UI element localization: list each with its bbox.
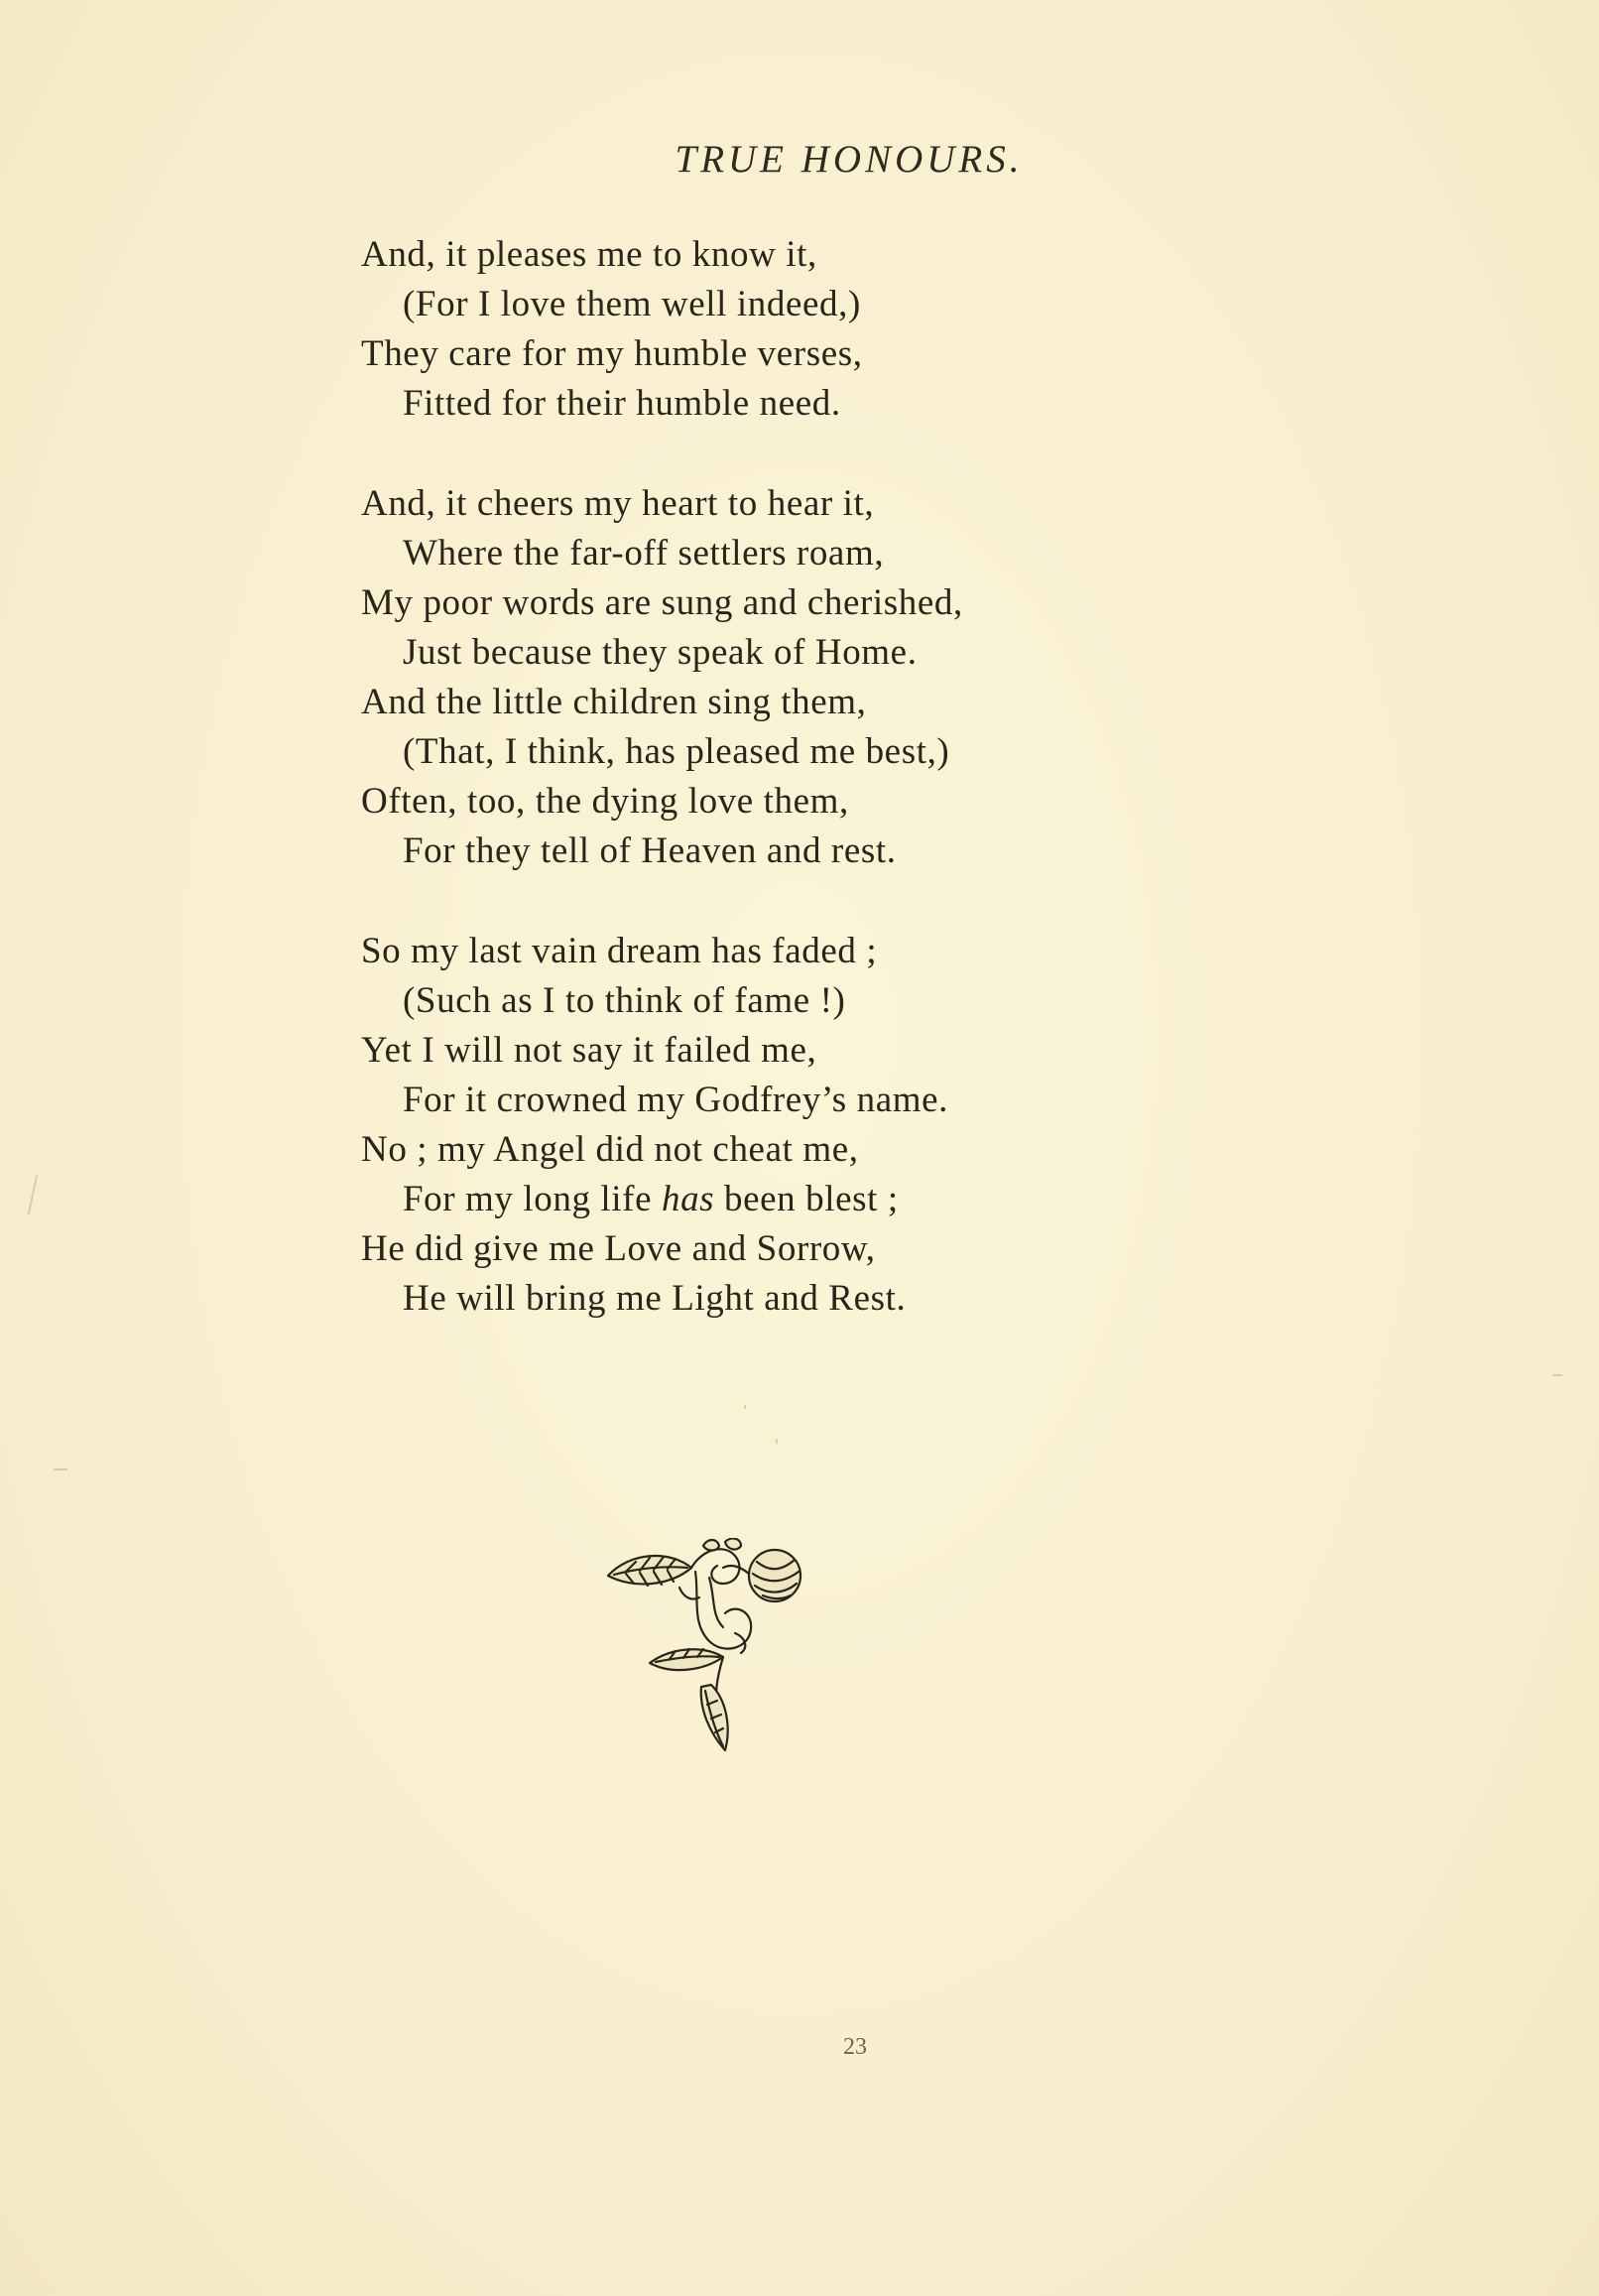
poem-line: They care for my humble verses,	[361, 333, 863, 374]
poem-line: And, it cheers my heart to hear it,	[361, 483, 875, 524]
poem-line: Often, too, the dying love them,	[361, 781, 849, 822]
poem-line-indented: (That, I think, has pleased me best,)	[403, 731, 950, 772]
poem-line-indented: For they tell of Heaven and rest.	[403, 830, 897, 871]
paper-speck	[28, 1175, 38, 1214]
poem-body	[361, 230, 1254, 1374]
poem-line: So my last vain dream has faded ;	[361, 931, 878, 971]
poem-line: No ; my Angel did not cheat me,	[361, 1129, 859, 1170]
poem-line-indented: Where the far-off settlers roam,	[403, 533, 885, 574]
poem-line-indented: For it crowned my Godfrey’s name.	[403, 1080, 949, 1120]
poem-line-indented	[361, 1175, 1254, 1224]
paper-speck	[1552, 1374, 1562, 1376]
poem-line: And, it pleases me to know it,	[361, 234, 817, 275]
poem-line: My poor words are sung and cherished,	[361, 582, 963, 623]
stanza-1	[361, 230, 1254, 429]
line-text-before: For my long life	[403, 1179, 662, 1219]
poem-line-indented: He will bring me Light and Rest.	[403, 1278, 907, 1319]
floral-vignette-icon	[600, 1538, 828, 1756]
poem-line-indented: Fitted for their humble need.	[403, 383, 841, 424]
poem-line-indented: (Such as I to think of fame !)	[403, 980, 846, 1021]
poem-line-indented: (For I love them well indeed,)	[403, 284, 861, 324]
paper-speck	[744, 1405, 746, 1409]
poem-line: Yet I will not say it failed me,	[361, 1030, 817, 1071]
stanza-3	[361, 927, 1254, 1324]
stanza-2	[361, 479, 1254, 876]
poem-line: And the little children sing them,	[361, 682, 867, 722]
running-title: TRUE HONOURS.	[675, 138, 1024, 181]
paper-speck	[776, 1439, 778, 1444]
page-number: 23	[843, 2034, 867, 2060]
paper-speck	[54, 1468, 67, 1470]
italic-emphasis: has	[661, 1179, 715, 1219]
line-text-after: been blest ;	[714, 1179, 899, 1219]
poem-line: He did give me Love and Sorrow,	[361, 1228, 876, 1269]
poem-line-indented: Just because they speak of Home.	[403, 632, 918, 673]
